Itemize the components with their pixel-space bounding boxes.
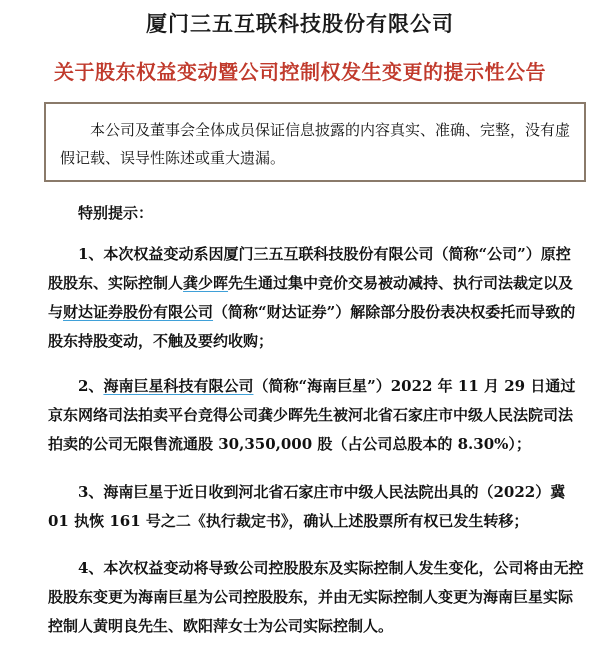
notice-item-2: [48, 372, 584, 459]
notice-item-1-text-c: （简称“财达证券”）解除部分股份表决权委托而导致的股东持股变动，不触及要约收购；: [48, 303, 576, 350]
link-person-name[interactable]: 龚少晖: [183, 274, 229, 292]
notice-item-3: [48, 478, 584, 536]
notice-item-2-text-a: 2、: [78, 377, 104, 395]
link-securities-company[interactable]: 财达证券股份有限公司: [63, 303, 214, 321]
notice-item-1-text-a: 1、本次权益变动系因厦门三五互联科技股份有限公司（简称“公司”）原控股股东、实际控制人: [48, 245, 571, 292]
declaration-text: 本公司及董事会全体成员保证信息披露的内容真实、准确、完整，没有虚假记载、误导性陈述或重大遗漏。: [60, 121, 571, 167]
notice-item-4: [48, 554, 584, 641]
announcement-title: 关于股东权益变动暨公司控制权发生变更的提示性公告: [54, 60, 546, 84]
declaration-box: [44, 102, 586, 182]
notice-item-1-text-b: 先生通过集中竞价交易被动减持、执行司法裁定以及与: [48, 274, 574, 321]
special-notice-label: 特别提示：: [78, 204, 154, 222]
notice-item-2-text-b: （简称“海南巨星”）2022 年 11 月 29 日通过京东网络司法拍卖平台竞得公司龚少晖先生被河北省石家庄市中级人民法院司法拍卖的公司无限售流通股 30,350,000 股（占公司总股本的 8.30%）；: [48, 377, 576, 453]
company-title: 厦门三五互联科技股份有限公司: [146, 11, 454, 36]
notice-item-4-text: 4、本次权益变动将导致公司控股股东及实际控制人发生变化，公司将由无控股股东变更为海南巨星为公司控股股东，并由无实际控制人变更为海南巨星实际控制人黄明良先生、欧阳萍女士为公司实际控制人。: [48, 559, 584, 635]
notice-item-3-text: 3、海南巨星于近日收到河北省石家庄市中级人民法院出具的（2022）冀 01 执恢 161 号之二《执行裁定书》，确认上述股票所有权已发生转移；: [48, 483, 566, 530]
link-hainan-company[interactable]: 海南巨星科技有限公司: [103, 377, 254, 395]
notice-item-1: [48, 240, 584, 356]
